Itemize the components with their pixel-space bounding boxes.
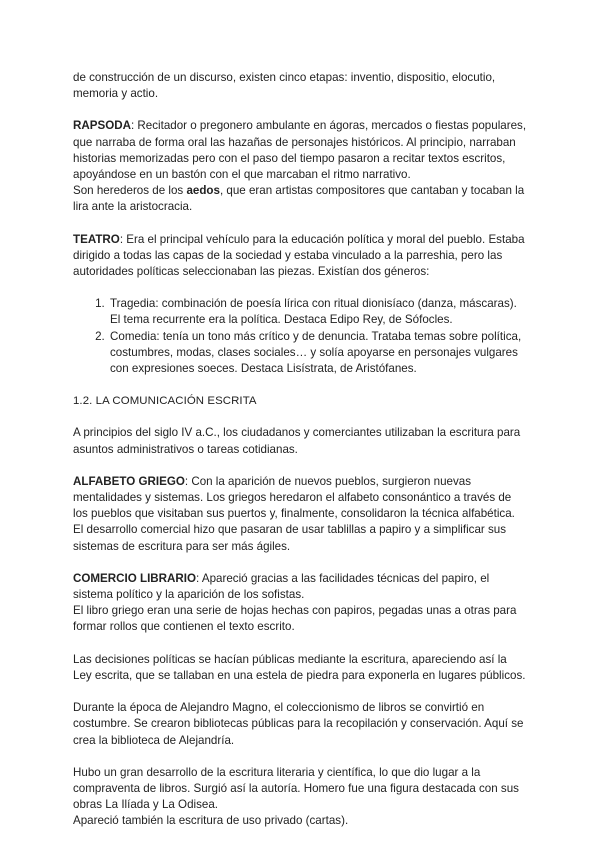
libro-paragraph: El libro griego eran una serie de hojas hechas con papiros, pegadas unas a otras para formar rollos que contienen el texto escrito. — [73, 604, 517, 634]
document-body — [73, 70, 528, 846]
comercio-term: COMERCIO LIBRARIO — [73, 571, 197, 585]
aedos-term: aedos — [186, 184, 220, 198]
aedos-text-after: , que eran artistas compositores que cantaban y tocaban la lira ante la aristocracia. — [73, 184, 525, 214]
siglo-paragraph: A principios del siglo IV a.C., los ciudadanos y comerciantes utilizaban la escritura para asuntos administrativos o tareas cotidianas. — [73, 426, 521, 456]
alfabeto-text: : Con la aparición de nuevos pueblos, surgieron nuevas mentalidades y sistemas. Los griegos heredaron el alfabeto consonántico a través de los pueblos que visitaban sus puertos y, finalmente, consolidaron la técnica alfabética. El desarrollo comercial hizo que pasaran de usar tablillas a papiro y a simplificar sus sistemas de escritura para ser más ágiles. — [73, 474, 515, 553]
section-heading: 1.2. LA COMUNICACIÓN ESCRITA — [73, 395, 257, 408]
intro-paragraph: de construcción de un discurso, existen cinco etapas: inventio, dispositio, elocutio, memoria y actio. — [73, 71, 496, 101]
desarrollo-paragraph: Hubo un gran desarrollo de la escritura literaria y científica, lo que dio lugar a la compraventa de libros. Surgió así la autoría. Homero fue una figura destacada con sus obras La Ilíada y La Odisea. — [73, 765, 519, 812]
comercio-paragraph — [73, 571, 528, 603]
list-item: 2. Comedia: tenía un tono más crítico y de denuncia. Trataba temas sobre política, costumbres, modas, clases sociales… y solía apoyarse en personajes vulgares con expresiones soeces. Destaca Lisístrata, de Aristófanes. — [108, 329, 528, 378]
alfabeto-term: ALFABETO GRIEGO — [73, 474, 185, 488]
teatro-paragraph — [73, 232, 528, 281]
teatro-text: : Era el principal vehículo para la educación política y moral del pueblo. Estaba dirigido a todas las capas de la sociedad y estaba vinculado a la parreshia, pero las autoridades políticas seleccionaban las piezas. Existían dos géneros: — [73, 232, 525, 279]
list-item: 1. Tragedia: combinación de poesía lírica con ritual dionisíaco (danza, máscaras). El tema recurrente era la política. Destaca Edipo Rey, de Sófocles. — [108, 296, 528, 328]
rapsoda-text: : Recitador o pregonero ambulante en ágoras, mercados o fiestas populares, que narraba de forma oral las hazañas de personajes históricos. Al principio, narraban historias memorizadas pero con el paso del tiempo pasaron a recitar textos escritos, apoyándose en un bastón con el que marcaban el ritmo narrativo. — [73, 119, 527, 182]
decisiones-paragraph: Las decisiones políticas se hacían públicas mediante la escritura, apareciendo así la Ley escrita, que se tallaban en una estela de piedra para exponerla en lugares públicos. — [73, 652, 526, 682]
teatro-term: TEATRO — [73, 232, 120, 246]
rapsoda-paragraph — [73, 118, 528, 183]
alfabeto-paragraph — [73, 474, 528, 555]
genres-list — [73, 296, 528, 377]
aedos-paragraph — [73, 183, 528, 215]
privado-paragraph: Apareció también la escritura de uso privado (cartas). — [73, 814, 349, 828]
alejandro-paragraph: Durante la época de Alejandro Magno, el coleccionismo de libros se convirtió en costumbre. Se crearon bibliotecas públicas para la recopilación y conservación. Aquí se crea la biblioteca de Alejandría. — [73, 701, 524, 747]
rapsoda-term: RAPSODA — [73, 119, 131, 133]
aedos-text-before: Son herederos de los — [73, 184, 187, 198]
comercio-text: : Apareció gracias a las facilidades técnicas del papiro, el sistema político y la aparición de los sofistas. — [73, 571, 490, 602]
